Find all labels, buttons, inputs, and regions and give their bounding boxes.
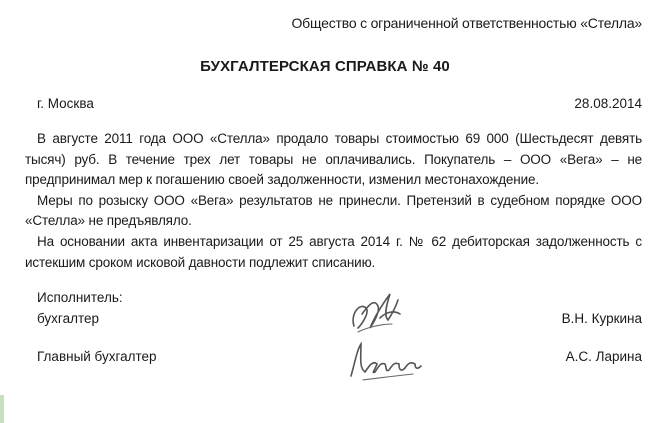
chief-handwritten-signature <box>343 336 427 386</box>
document-date: 28.08.2014 <box>574 96 642 111</box>
accountant-role: бухгалтер <box>37 311 99 326</box>
executor-label: Исполнитель: <box>37 290 123 305</box>
company-name: Общество с ограниченной ответственностью «Стелла» <box>291 15 642 31</box>
document-title: БУХГАЛТЕРСКАЯ СПРАВКА № 40 <box>200 58 450 75</box>
paragraph-1: В августе 2011 года ООО «Стелла» продало товары стоимостью 69 000 (Шестьдесят девять тысяч) руб. В течение трех лет товары не оплачивались. Покупатель – ООО «Вега» – не предпринимал мер к погашению своей задолженности, изменил местонахождение. <box>25 131 642 188</box>
chief-name: А.С. Ларина <box>565 349 642 364</box>
page-edge-accent <box>0 395 4 423</box>
accountant-handwritten-signature <box>340 284 420 340</box>
accountant-name: В.Н. Куркина <box>561 311 642 326</box>
document-body <box>25 129 642 273</box>
paragraph-2: Меры по розыску ООО «Вега» результатов не принесли. Претензий в судебном порядке ООО «Стелла» не предъявляло. <box>25 192 642 229</box>
chief-role: Главный бухгалтер <box>37 349 157 364</box>
paragraph-3: На основании акта инвентаризации от 25 августа 2014 г. № 62 дебиторская задолженность с истекшим сроком исковой давности подлежит списанию. <box>25 233 642 270</box>
city: г. Москва <box>37 96 94 111</box>
place-date-row <box>37 96 642 111</box>
chief-signature-row <box>37 349 642 364</box>
